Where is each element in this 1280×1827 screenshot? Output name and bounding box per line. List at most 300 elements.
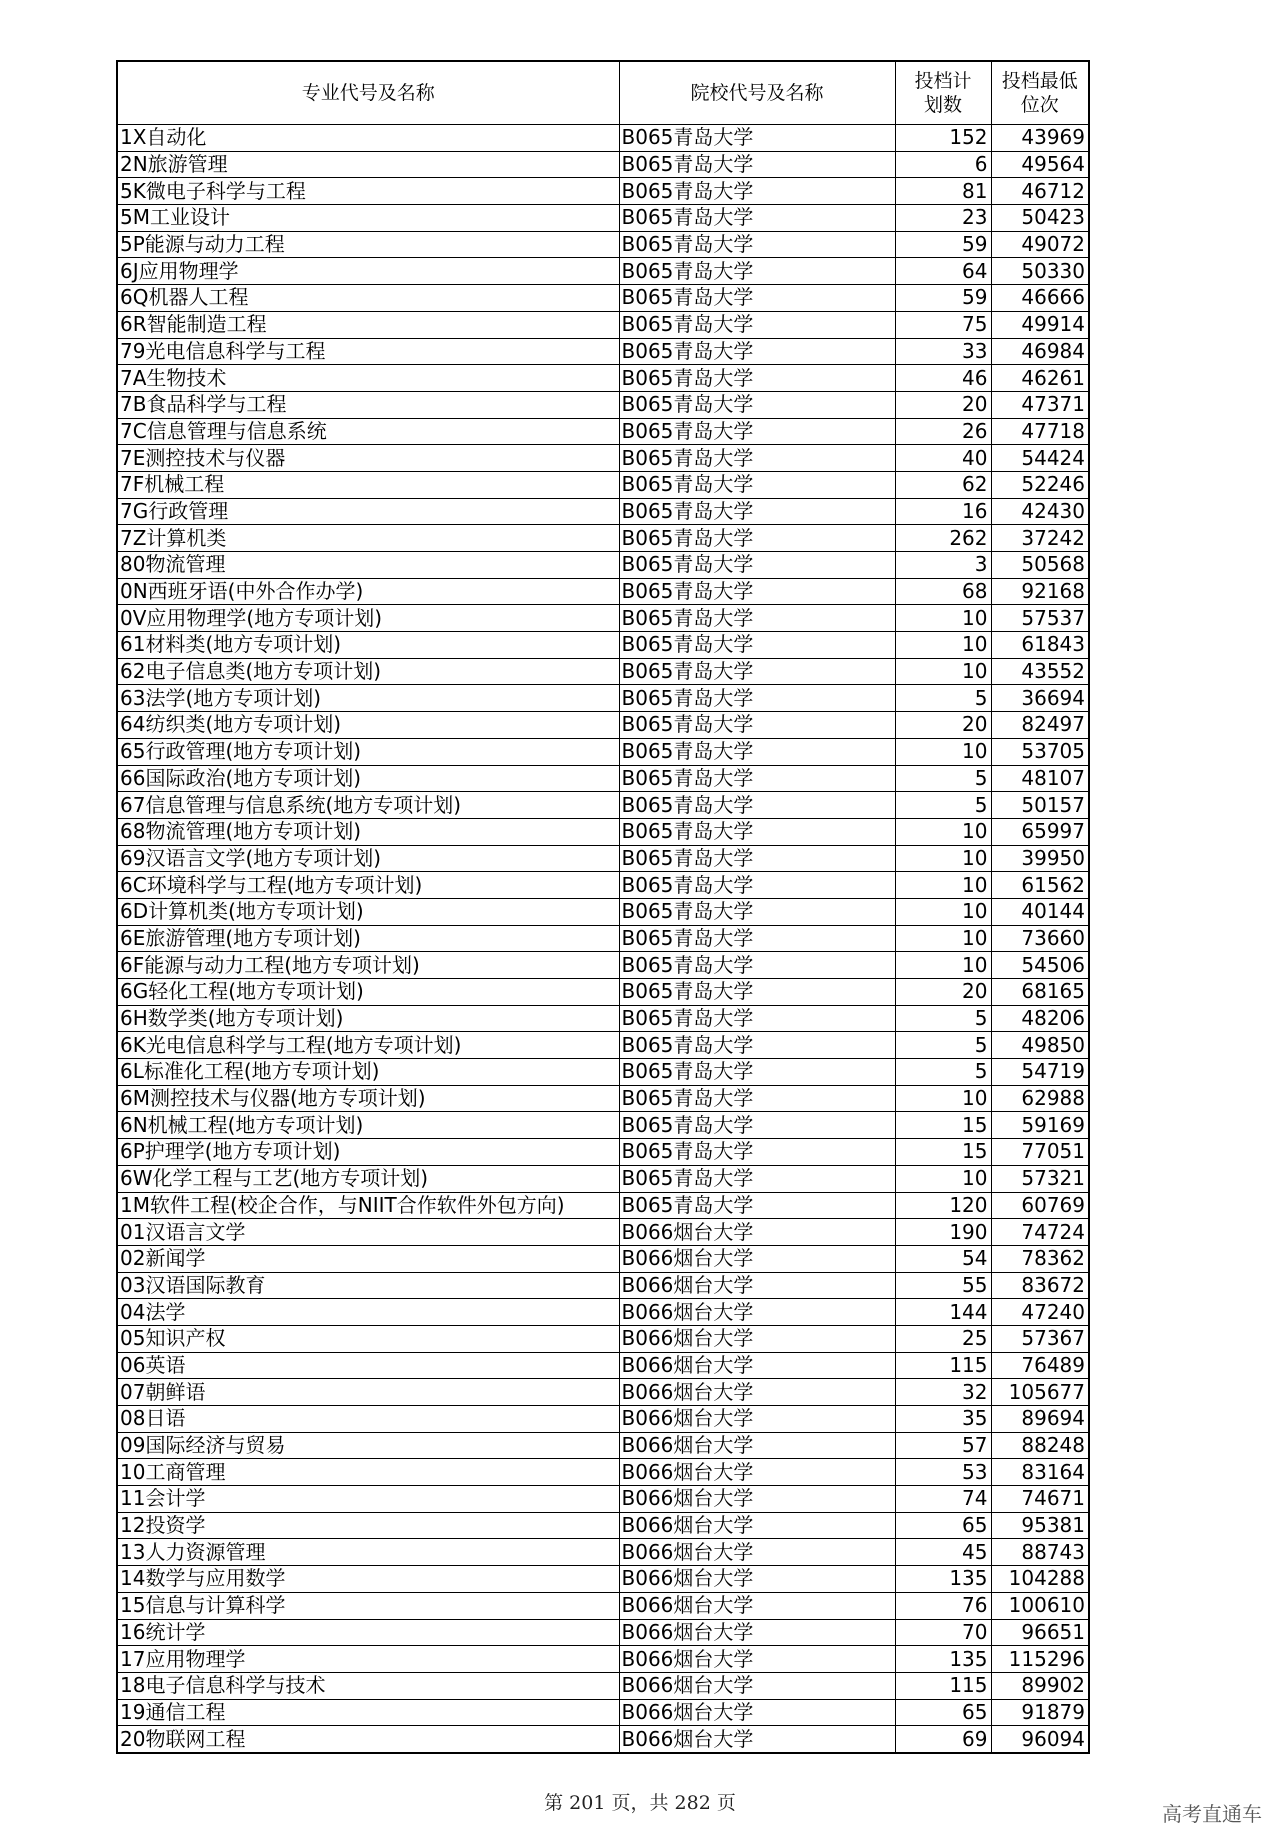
- major-cell: 66国际政治(地方专项计划): [117, 765, 619, 792]
- major-cell: 19通信工程: [117, 1699, 619, 1726]
- school-cell: B065青岛大学: [619, 818, 895, 845]
- school-cell: B065青岛大学: [619, 205, 895, 232]
- major-cell: 6W化学工程与工艺(地方专项计划): [117, 1165, 619, 1192]
- school-cell: B066烟台大学: [619, 1245, 895, 1272]
- school-cell: B065青岛大学: [619, 605, 895, 632]
- min-rank-cell: 47240: [991, 1299, 1089, 1326]
- table-row: [117, 1085, 1089, 1112]
- major-cell: 18电子信息科学与技术: [117, 1672, 619, 1699]
- major-cell: 6F能源与动力工程(地方专项计划): [117, 952, 619, 979]
- table-row: [117, 1165, 1089, 1192]
- major-cell: 6M测控技术与仪器(地方专项计划): [117, 1085, 619, 1112]
- plan-count-cell: 20: [895, 712, 991, 739]
- min-rank-cell: 88248: [991, 1432, 1089, 1459]
- plan-count-cell: 144: [895, 1299, 991, 1326]
- major-cell: 63法学(地方专项计划): [117, 685, 619, 712]
- major-cell: 03汉语国际教育: [117, 1272, 619, 1299]
- table-row: [117, 365, 1089, 392]
- table-row: [117, 712, 1089, 739]
- table-row: [117, 1699, 1089, 1726]
- table-row: [117, 605, 1089, 632]
- school-cell: B066烟台大学: [619, 1539, 895, 1566]
- plan-count-cell: 10: [895, 1165, 991, 1192]
- plan-count-cell: 5: [895, 1032, 991, 1059]
- school-cell: B065青岛大学: [619, 872, 895, 899]
- min-rank-cell: 89694: [991, 1406, 1089, 1433]
- major-cell: 7E测控技术与仪器: [117, 445, 619, 472]
- table-row: [117, 685, 1089, 712]
- major-cell: 0N西班牙语(中外合作办学): [117, 578, 619, 605]
- table-row: [117, 1486, 1089, 1513]
- min-rank-cell: 47371: [991, 391, 1089, 418]
- min-rank-cell: 78362: [991, 1245, 1089, 1272]
- plan-count-cell: 190: [895, 1219, 991, 1246]
- min-rank-cell: 82497: [991, 712, 1089, 739]
- school-cell: B066烟台大学: [619, 1459, 895, 1486]
- plan-count-cell: 45: [895, 1539, 991, 1566]
- table-row: [117, 979, 1089, 1006]
- major-cell: 6P护理学(地方专项计划): [117, 1139, 619, 1166]
- header-plan-count-text: 投档计划数: [914, 70, 972, 116]
- major-cell: 5P能源与动力工程: [117, 231, 619, 258]
- table-row: [117, 1379, 1089, 1406]
- table-row: [117, 1566, 1089, 1593]
- min-rank-cell: 47718: [991, 418, 1089, 445]
- min-rank-cell: 50423: [991, 205, 1089, 232]
- table-row: [117, 445, 1089, 472]
- school-cell: B065青岛大学: [619, 391, 895, 418]
- table-row: [117, 311, 1089, 338]
- school-cell: B065青岛大学: [619, 151, 895, 178]
- table-row: [117, 1219, 1089, 1246]
- school-cell: B065青岛大学: [619, 445, 895, 472]
- table-row: [117, 1325, 1089, 1352]
- min-rank-cell: 91879: [991, 1699, 1089, 1726]
- table-row: [117, 1646, 1089, 1673]
- school-cell: B065青岛大学: [619, 365, 895, 392]
- table-row: [117, 658, 1089, 685]
- school-cell: B065青岛大学: [619, 898, 895, 925]
- min-rank-cell: 46261: [991, 365, 1089, 392]
- min-rank-cell: 115296: [991, 1646, 1089, 1673]
- school-cell: B065青岛大学: [619, 525, 895, 552]
- school-cell: B065青岛大学: [619, 712, 895, 739]
- min-rank-cell: 61843: [991, 632, 1089, 659]
- school-cell: B066烟台大学: [619, 1299, 895, 1326]
- table-row: [117, 818, 1089, 845]
- table-row: [117, 151, 1089, 178]
- school-cell: B065青岛大学: [619, 1165, 895, 1192]
- header-min-rank-text: 投档最低位次: [1001, 70, 1078, 116]
- table-row: [117, 1512, 1089, 1539]
- major-cell: 10工商管理: [117, 1459, 619, 1486]
- major-cell: 69汉语言文学(地方专项计划): [117, 845, 619, 872]
- plan-count-cell: 59: [895, 231, 991, 258]
- table-row: [117, 1139, 1089, 1166]
- school-cell: B065青岛大学: [619, 1005, 895, 1032]
- min-rank-cell: 96094: [991, 1726, 1089, 1753]
- table-row: [117, 231, 1089, 258]
- table-row: [117, 1112, 1089, 1139]
- plan-count-cell: 76: [895, 1592, 991, 1619]
- plan-count-cell: 152: [895, 125, 991, 152]
- school-cell: B066烟台大学: [619, 1352, 895, 1379]
- school-cell: B066烟台大学: [619, 1672, 895, 1699]
- plan-count-cell: 6: [895, 151, 991, 178]
- table-row: [117, 1192, 1089, 1219]
- min-rank-cell: 77051: [991, 1139, 1089, 1166]
- school-cell: B065青岛大学: [619, 979, 895, 1006]
- major-cell: 7C信息管理与信息系统: [117, 418, 619, 445]
- major-cell: 6D计算机类(地方专项计划): [117, 898, 619, 925]
- table-row: [117, 471, 1089, 498]
- min-rank-cell: 49564: [991, 151, 1089, 178]
- min-rank-cell: 46712: [991, 178, 1089, 205]
- min-rank-cell: 83672: [991, 1272, 1089, 1299]
- min-rank-cell: 43969: [991, 125, 1089, 152]
- school-cell: B065青岛大学: [619, 471, 895, 498]
- plan-count-cell: 69: [895, 1726, 991, 1753]
- school-cell: B065青岛大学: [619, 418, 895, 445]
- header-plan-count: [895, 61, 991, 125]
- plan-count-cell: 120: [895, 1192, 991, 1219]
- major-cell: 6G轻化工程(地方专项计划): [117, 979, 619, 1006]
- plan-count-cell: 35: [895, 1406, 991, 1433]
- major-cell: 14数学与应用数学: [117, 1566, 619, 1593]
- major-cell: 1M软件工程(校企合作，与NIIT合作软件外包方向): [117, 1192, 619, 1219]
- school-cell: B066烟台大学: [619, 1272, 895, 1299]
- table-row: [117, 1459, 1089, 1486]
- school-cell: B065青岛大学: [619, 632, 895, 659]
- plan-count-cell: 25: [895, 1325, 991, 1352]
- school-cell: B066烟台大学: [619, 1592, 895, 1619]
- min-rank-cell: 88743: [991, 1539, 1089, 1566]
- plan-count-cell: 115: [895, 1672, 991, 1699]
- plan-count-cell: 10: [895, 632, 991, 659]
- school-cell: B065青岛大学: [619, 311, 895, 338]
- major-cell: 6N机械工程(地方专项计划): [117, 1112, 619, 1139]
- plan-count-cell: 10: [895, 898, 991, 925]
- plan-count-cell: 262: [895, 525, 991, 552]
- table-row: [117, 1299, 1089, 1326]
- min-rank-cell: 96651: [991, 1619, 1089, 1646]
- major-cell: 7B食品科学与工程: [117, 391, 619, 418]
- table-row: [117, 525, 1089, 552]
- major-cell: 65行政管理(地方专项计划): [117, 738, 619, 765]
- min-rank-cell: 53705: [991, 738, 1089, 765]
- min-rank-cell: 46666: [991, 285, 1089, 312]
- major-cell: 67信息管理与信息系统(地方专项计划): [117, 792, 619, 819]
- table-row: [117, 1539, 1089, 1566]
- major-cell: 6L标准化工程(地方专项计划): [117, 1059, 619, 1086]
- school-cell: B066烟台大学: [619, 1619, 895, 1646]
- school-cell: B065青岛大学: [619, 258, 895, 285]
- school-cell: B065青岛大学: [619, 1032, 895, 1059]
- table-row: [117, 1005, 1089, 1032]
- table-row: [117, 338, 1089, 365]
- plan-count-cell: 75: [895, 311, 991, 338]
- school-cell: B066烟台大学: [619, 1646, 895, 1673]
- min-rank-cell: 50330: [991, 258, 1089, 285]
- plan-count-cell: 57: [895, 1432, 991, 1459]
- plan-count-cell: 16: [895, 498, 991, 525]
- major-cell: 2N旅游管理: [117, 151, 619, 178]
- min-rank-cell: 49072: [991, 231, 1089, 258]
- plan-count-cell: 10: [895, 872, 991, 899]
- table-row: [117, 952, 1089, 979]
- school-cell: B065青岛大学: [619, 1139, 895, 1166]
- table-row: [117, 738, 1089, 765]
- plan-count-cell: 10: [895, 658, 991, 685]
- min-rank-cell: 50568: [991, 552, 1089, 579]
- min-rank-cell: 42430: [991, 498, 1089, 525]
- major-cell: 11会计学: [117, 1486, 619, 1513]
- school-cell: B065青岛大学: [619, 125, 895, 152]
- table-row: [117, 1672, 1089, 1699]
- school-cell: B065青岛大学: [619, 552, 895, 579]
- plan-count-cell: 3: [895, 552, 991, 579]
- major-cell: 68物流管理(地方专项计划): [117, 818, 619, 845]
- table-row: [117, 1245, 1089, 1272]
- table-row: [117, 1619, 1089, 1646]
- school-cell: B066烟台大学: [619, 1379, 895, 1406]
- major-cell: 80物流管理: [117, 552, 619, 579]
- min-rank-cell: 57367: [991, 1325, 1089, 1352]
- min-rank-cell: 74671: [991, 1486, 1089, 1513]
- school-cell: B066烟台大学: [619, 1726, 895, 1753]
- school-cell: B065青岛大学: [619, 1192, 895, 1219]
- school-cell: B065青岛大学: [619, 738, 895, 765]
- min-rank-cell: 54719: [991, 1059, 1089, 1086]
- school-cell: B065青岛大学: [619, 1085, 895, 1112]
- min-rank-cell: 39950: [991, 845, 1089, 872]
- major-cell: 06英语: [117, 1352, 619, 1379]
- plan-count-cell: 10: [895, 738, 991, 765]
- major-cell: 6R智能制造工程: [117, 311, 619, 338]
- min-rank-cell: 83164: [991, 1459, 1089, 1486]
- major-cell: 04法学: [117, 1299, 619, 1326]
- min-rank-cell: 95381: [991, 1512, 1089, 1539]
- plan-count-cell: 33: [895, 338, 991, 365]
- min-rank-cell: 57537: [991, 605, 1089, 632]
- min-rank-cell: 59169: [991, 1112, 1089, 1139]
- school-cell: B065青岛大学: [619, 338, 895, 365]
- major-cell: 01汉语言文学: [117, 1219, 619, 1246]
- min-rank-cell: 50157: [991, 792, 1089, 819]
- min-rank-cell: 52246: [991, 471, 1089, 498]
- table-row: [117, 578, 1089, 605]
- table-row: [117, 391, 1089, 418]
- school-cell: B065青岛大学: [619, 231, 895, 258]
- table-row: [117, 1432, 1089, 1459]
- table-row: [117, 418, 1089, 445]
- plan-count-cell: 54: [895, 1245, 991, 1272]
- admission-table: [116, 60, 1090, 1754]
- table-row: [117, 258, 1089, 285]
- min-rank-cell: 49914: [991, 311, 1089, 338]
- plan-count-cell: 5: [895, 792, 991, 819]
- school-cell: B065青岛大学: [619, 845, 895, 872]
- min-rank-cell: 89902: [991, 1672, 1089, 1699]
- major-cell: 13人力资源管理: [117, 1539, 619, 1566]
- major-cell: 07朝鲜语: [117, 1379, 619, 1406]
- plan-count-cell: 5: [895, 1005, 991, 1032]
- major-cell: 7F机械工程: [117, 471, 619, 498]
- table-row: [117, 1272, 1089, 1299]
- plan-count-cell: 20: [895, 391, 991, 418]
- table-body: [117, 125, 1089, 1753]
- table-row: [117, 285, 1089, 312]
- min-rank-cell: 62988: [991, 1085, 1089, 1112]
- major-cell: 64纺织类(地方专项计划): [117, 712, 619, 739]
- major-cell: 15信息与计算科学: [117, 1592, 619, 1619]
- major-cell: 0V应用物理学(地方专项计划): [117, 605, 619, 632]
- school-cell: B066烟台大学: [619, 1699, 895, 1726]
- plan-count-cell: 62: [895, 471, 991, 498]
- header-min-rank: [991, 61, 1089, 125]
- min-rank-cell: 60769: [991, 1192, 1089, 1219]
- min-rank-cell: 54506: [991, 952, 1089, 979]
- major-cell: 02新闻学: [117, 1245, 619, 1272]
- school-cell: B065青岛大学: [619, 285, 895, 312]
- table-row: [117, 1352, 1089, 1379]
- table-row: [117, 765, 1089, 792]
- plan-count-cell: 59: [895, 285, 991, 312]
- plan-count-cell: 5: [895, 685, 991, 712]
- school-cell: B065青岛大学: [619, 498, 895, 525]
- major-cell: 20物联网工程: [117, 1726, 619, 1753]
- plan-count-cell: 65: [895, 1699, 991, 1726]
- school-cell: B065青岛大学: [619, 1059, 895, 1086]
- table-row: [117, 498, 1089, 525]
- plan-count-cell: 10: [895, 1085, 991, 1112]
- school-cell: B065青岛大学: [619, 685, 895, 712]
- min-rank-cell: 46984: [991, 338, 1089, 365]
- header-row: [117, 61, 1089, 125]
- min-rank-cell: 92168: [991, 578, 1089, 605]
- major-cell: 6C环境科学与工程(地方专项计划): [117, 872, 619, 899]
- min-rank-cell: 74724: [991, 1219, 1089, 1246]
- major-cell: 1X自动化: [117, 125, 619, 152]
- school-cell: B066烟台大学: [619, 1219, 895, 1246]
- major-cell: 05知识产权: [117, 1325, 619, 1352]
- table-row: [117, 925, 1089, 952]
- plan-count-cell: 135: [895, 1646, 991, 1673]
- table-row: [117, 632, 1089, 659]
- header-school: 院校代号及名称: [619, 61, 895, 125]
- table-row: [117, 125, 1089, 152]
- major-cell: 09国际经济与贸易: [117, 1432, 619, 1459]
- table-row: [117, 792, 1089, 819]
- plan-count-cell: 135: [895, 1566, 991, 1593]
- major-cell: 6Q机器人工程: [117, 285, 619, 312]
- plan-count-cell: 64: [895, 258, 991, 285]
- major-cell: 12投资学: [117, 1512, 619, 1539]
- major-cell: 7G行政管理: [117, 498, 619, 525]
- plan-count-cell: 10: [895, 818, 991, 845]
- school-cell: B066烟台大学: [619, 1432, 895, 1459]
- plan-count-cell: 74: [895, 1486, 991, 1513]
- school-cell: B065青岛大学: [619, 658, 895, 685]
- min-rank-cell: 36694: [991, 685, 1089, 712]
- school-cell: B066烟台大学: [619, 1566, 895, 1593]
- min-rank-cell: 68165: [991, 979, 1089, 1006]
- min-rank-cell: 43552: [991, 658, 1089, 685]
- major-cell: 5M工业设计: [117, 205, 619, 232]
- table-row: [117, 1032, 1089, 1059]
- major-cell: 16统计学: [117, 1619, 619, 1646]
- min-rank-cell: 48206: [991, 1005, 1089, 1032]
- school-cell: B066烟台大学: [619, 1406, 895, 1433]
- plan-count-cell: 10: [895, 845, 991, 872]
- major-cell: 6E旅游管理(地方专项计划): [117, 925, 619, 952]
- plan-count-cell: 5: [895, 1059, 991, 1086]
- table-row: [117, 845, 1089, 872]
- min-rank-cell: 73660: [991, 925, 1089, 952]
- plan-count-cell: 10: [895, 605, 991, 632]
- plan-count-cell: 70: [895, 1619, 991, 1646]
- min-rank-cell: 54424: [991, 445, 1089, 472]
- table-row: [117, 205, 1089, 232]
- table-row: [117, 552, 1089, 579]
- school-cell: B065青岛大学: [619, 178, 895, 205]
- major-cell: 61材料类(地方专项计划): [117, 632, 619, 659]
- major-cell: 6J应用物理学: [117, 258, 619, 285]
- min-rank-cell: 104288: [991, 1566, 1089, 1593]
- school-cell: B066烟台大学: [619, 1486, 895, 1513]
- plan-count-cell: 10: [895, 925, 991, 952]
- min-rank-cell: 100610: [991, 1592, 1089, 1619]
- min-rank-cell: 40144: [991, 898, 1089, 925]
- plan-count-cell: 81: [895, 178, 991, 205]
- min-rank-cell: 76489: [991, 1352, 1089, 1379]
- plan-count-cell: 46: [895, 365, 991, 392]
- watermark: 高考直通车: [1162, 1802, 1262, 1826]
- plan-count-cell: 40: [895, 445, 991, 472]
- table-row: [117, 1059, 1089, 1086]
- plan-count-cell: 53: [895, 1459, 991, 1486]
- plan-count-cell: 55: [895, 1272, 991, 1299]
- min-rank-cell: 49850: [991, 1032, 1089, 1059]
- major-cell: 79光电信息科学与工程: [117, 338, 619, 365]
- major-cell: 7A生物技术: [117, 365, 619, 392]
- min-rank-cell: 65997: [991, 818, 1089, 845]
- major-cell: 6K光电信息科学与工程(地方专项计划): [117, 1032, 619, 1059]
- page-footer: 第 201 页，共 282 页: [544, 1792, 736, 1814]
- table-row: [117, 1726, 1089, 1753]
- school-cell: B065青岛大学: [619, 792, 895, 819]
- school-cell: B066烟台大学: [619, 1512, 895, 1539]
- plan-count-cell: 32: [895, 1379, 991, 1406]
- school-cell: B065青岛大学: [619, 952, 895, 979]
- school-cell: B065青岛大学: [619, 1112, 895, 1139]
- table-row: [117, 898, 1089, 925]
- school-cell: B065青岛大学: [619, 578, 895, 605]
- plan-count-cell: 26: [895, 418, 991, 445]
- min-rank-cell: 37242: [991, 525, 1089, 552]
- plan-count-cell: 23: [895, 205, 991, 232]
- min-rank-cell: 61562: [991, 872, 1089, 899]
- table-row: [117, 1406, 1089, 1433]
- school-cell: B065青岛大学: [619, 925, 895, 952]
- plan-count-cell: 10: [895, 952, 991, 979]
- min-rank-cell: 57321: [991, 1165, 1089, 1192]
- min-rank-cell: 48107: [991, 765, 1089, 792]
- plan-count-cell: 15: [895, 1112, 991, 1139]
- school-cell: B065青岛大学: [619, 765, 895, 792]
- major-cell: 08日语: [117, 1406, 619, 1433]
- major-cell: 6H数学类(地方专项计划): [117, 1005, 619, 1032]
